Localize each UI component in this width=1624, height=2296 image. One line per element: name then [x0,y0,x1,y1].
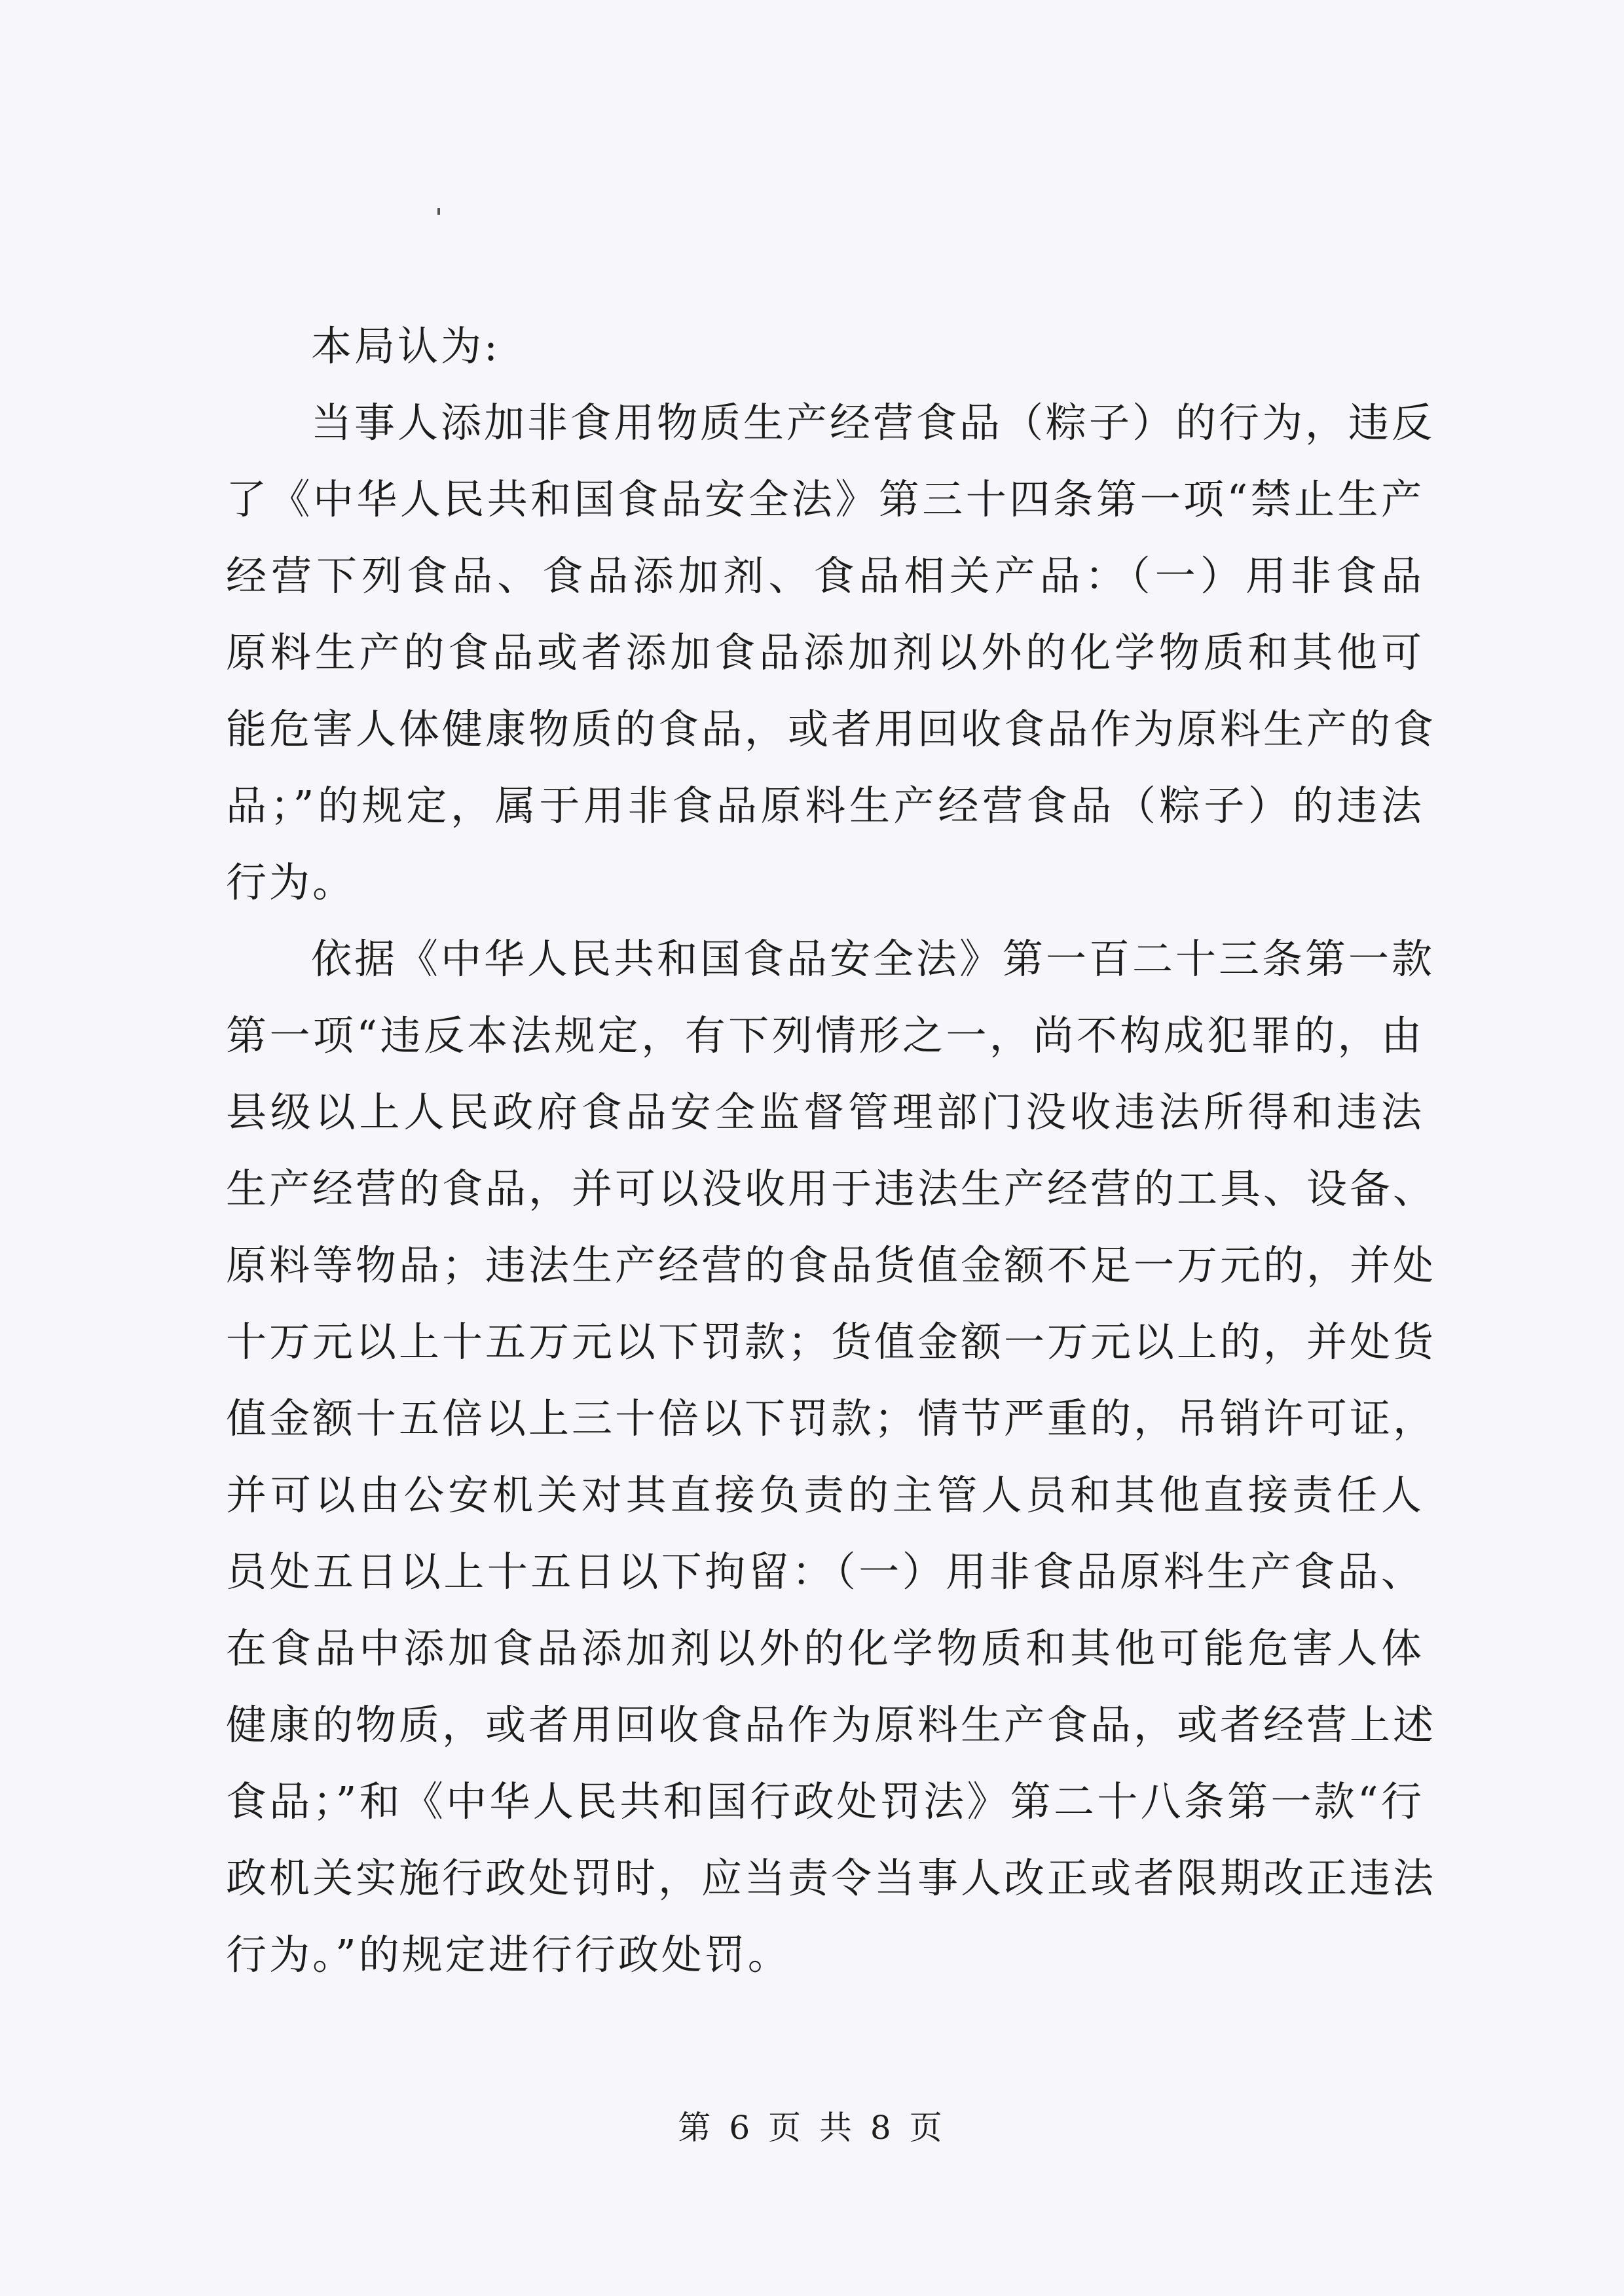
text-line: 政机关实施行政处罚时，应当责令当事人改正或者限期改正违法 [226,1854,1437,1902]
scan-speck [437,208,440,215]
text-line: 十万元以上十五万元以下罚款；货值金额一万元以上的，并处货 [226,1318,1437,1366]
total-page-count: 8 [870,2109,895,2147]
text-line: 依据《中华人民共和国食品安全法》第一百二十三条第一款 [311,935,1435,983]
text-line: 第一项“违反本法规定，有下列情形之一，尚不构成犯罪的，由 [226,1011,1424,1059]
paragraph-heading: 本局认为: [311,322,500,370]
footer-middle: 页 共 [768,2109,856,2147]
text-line: 原料等物品；违法生产经营的食品货值金额不足一万元的，并处 [226,1241,1437,1289]
text-line: 食品；”和《中华人民共和国行政处罚法》第二十八条第一款“行 [226,1777,1424,1825]
text-line: 生产经营的食品，并可以没收用于违法生产经营的工具、设备、 [226,1165,1437,1212]
text-line: 原料生产的食品或者添加食品添加剂以外的化学物质和其他可 [226,629,1424,676]
text-line: 在食品中添加食品添加剂以外的化学物质和其他可能危害人体 [226,1624,1424,1672]
page-number-footer [0,2102,1624,2149]
footer-suffix: 页 [909,2109,946,2147]
footer-prefix: 第 [678,2109,715,2147]
text-line: 能危害人体健康物质的食品，或者用回收食品作为原料生产的食 [226,705,1437,753]
text-line: 经营下列食品、食品添加剂、食品相关产品：（一）用非食品 [226,552,1424,600]
text-line: 行为。 [226,858,356,906]
text-line: 了《中华人民共和国食品安全法》第三十四条第一项“禁止生产 [226,475,1424,523]
document-body [226,308,1437,1993]
text-line: 员处五日以上十五日以下拘留：（一）用非食品原料生产食品、 [226,1548,1424,1595]
text-line: 值金额十五倍以上三十倍以下罚款；情节严重的，吊销许可证， [226,1394,1437,1442]
text-line: 健康的物质，或者用回收食品作为原料生产食品，或者经营上述 [226,1701,1437,1749]
text-line: 品；”的规定，属于用非食品原料生产经营食品（粽子）的违法 [226,782,1424,829]
text-line: 并可以由公安机关对其直接负责的主管人员和其他直接责任人 [226,1471,1424,1519]
current-page-number: 6 [729,2109,754,2147]
text-line: 行为。”的规定进行行政处罚。 [226,1931,791,1978]
text-line: 县级以上人民政府食品安全监督管理部门没收违法所得和违法 [226,1088,1424,1136]
text-line: 当事人添加非食用物质生产经营食品（粽子）的行为，违反 [311,399,1435,446]
